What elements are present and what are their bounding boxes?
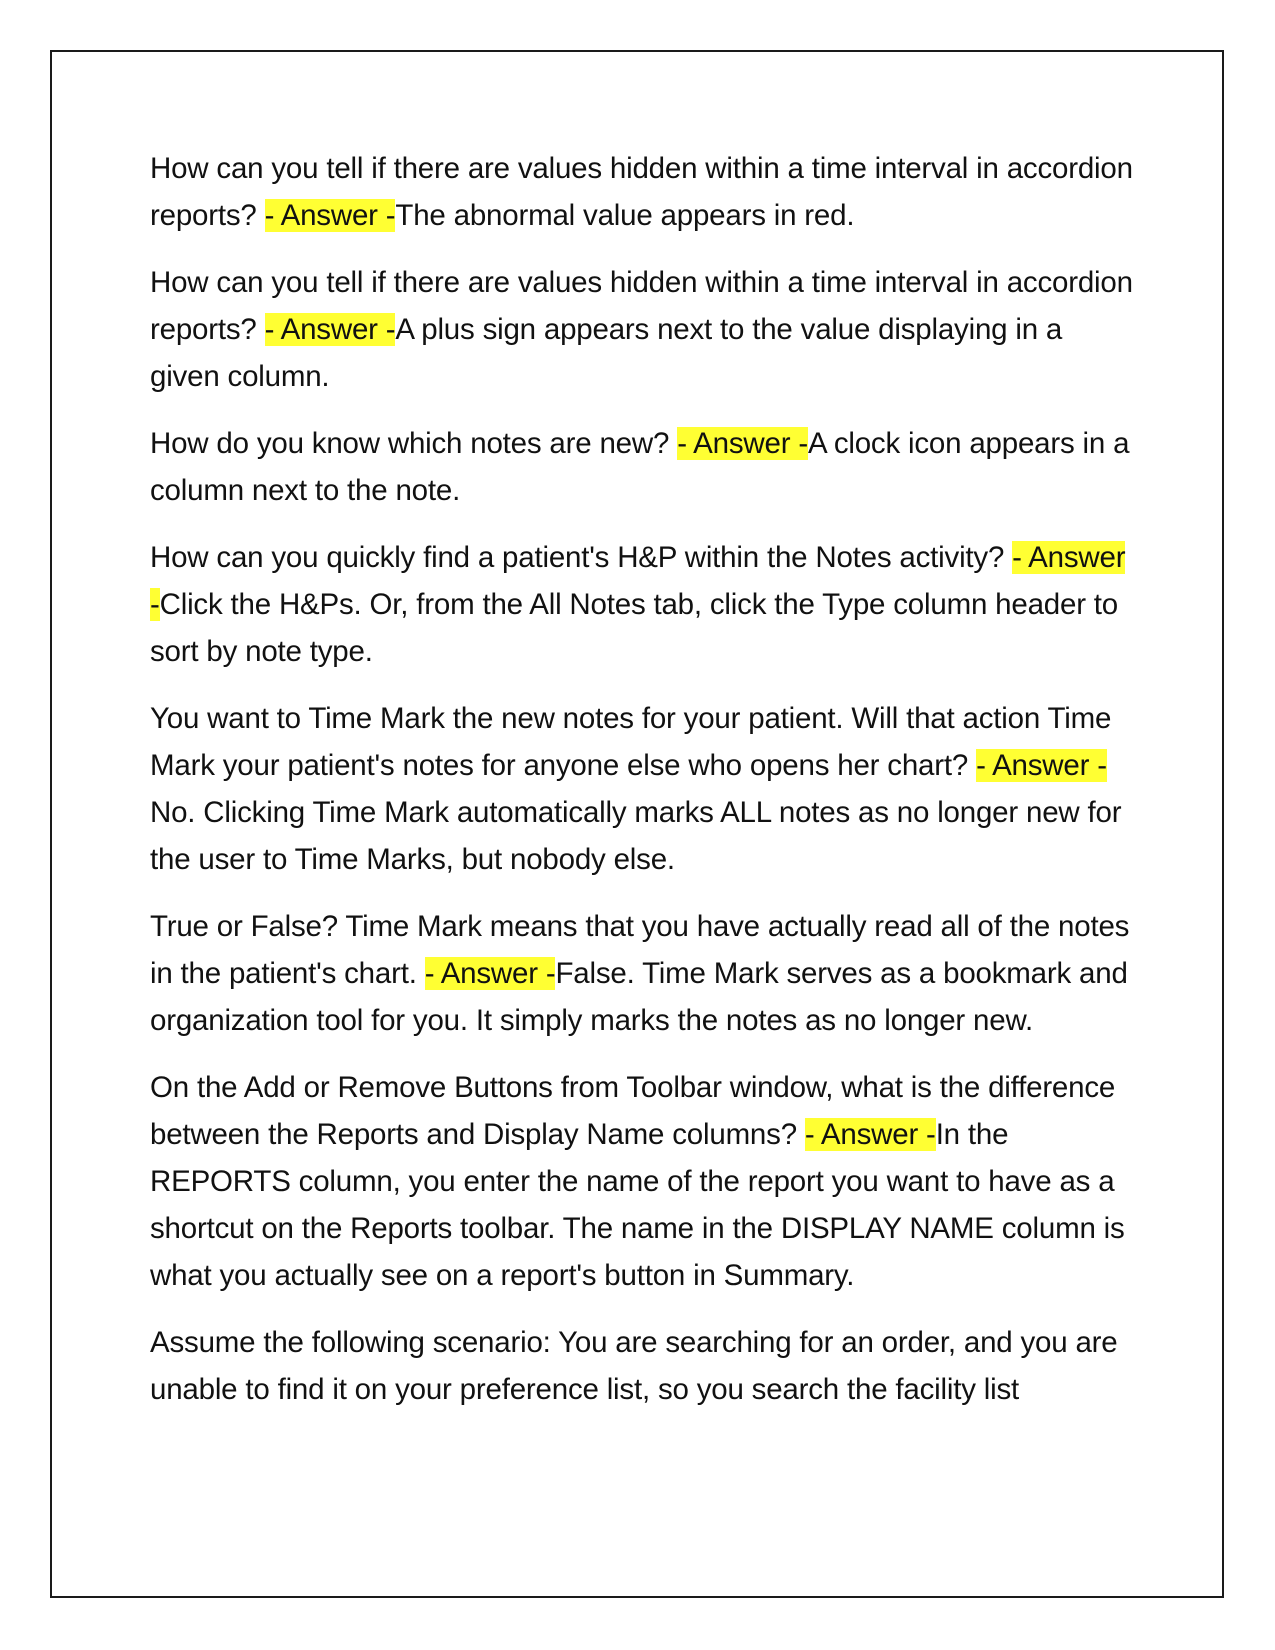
answer-text: Click the H&Ps. Or, from the All Notes tab, click the Type column header to sort by note type. <box>150 588 1119 668</box>
answer-marker: - Answer - <box>150 541 1126 621</box>
answer-text: A plus sign appears next to the value displaying in a given column. <box>150 313 1063 393</box>
question-text: You want to Time Mark the new notes for your patient. Will that action Time Mark your patient's notes for anyone else who opens her chart? <box>150 702 1112 782</box>
question-text: How can you tell if there are values hidden within a time interval in accordion reports? <box>150 266 1133 346</box>
qa-item-2 <box>150 259 1135 400</box>
answer-text: A clock icon appears in a column next to the note. <box>150 427 1130 507</box>
question-text: On the Add or Remove Buttons from Toolbar window, what is the difference between the Reports and Display Name columns? <box>150 1071 1116 1151</box>
qa-item-1 <box>150 145 1135 239</box>
document-body <box>150 145 1135 1433</box>
question-text: How do you know which notes are new? <box>150 427 670 460</box>
question-text: How can you quickly find a patient's H&P within the Notes activity? <box>150 541 1005 574</box>
answer-marker: - Answer - <box>424 957 556 990</box>
answer-marker: - Answer - <box>264 313 396 346</box>
qa-item-4 <box>150 534 1135 675</box>
qa-item-7 <box>150 1064 1135 1299</box>
question-text: How can you tell if there are values hidden within a time interval in accordion reports? <box>150 152 1133 232</box>
answer-text: In the REPORTS column, you enter the name of the report you want to have as a shortcut on the Reports toolbar. The name in the DISPLAY NAME column is what you actually see on a report's button in Summary. <box>150 1118 1125 1292</box>
answer-marker: - Answer - <box>804 1118 936 1151</box>
answer-marker: - Answer - <box>976 749 1107 782</box>
answer-text: False. Time Mark serves as a bookmark and organization tool for you. It simply marks the notes as no longer new. <box>150 957 1128 1037</box>
question-text: True or False? Time Mark means that you have actually read all of the notes in the patient's chart. <box>150 910 1130 990</box>
qa-item-5 <box>150 695 1135 883</box>
qa-item-8-partial <box>150 1319 1135 1413</box>
qa-item-6 <box>150 903 1135 1044</box>
qa-item-3 <box>150 420 1135 514</box>
answer-marker: - Answer - <box>677 427 808 460</box>
answer-text: No. Clicking Time Mark automatically marks ALL notes as no longer new for the user to Time Marks, but nobody else. <box>150 796 1122 876</box>
question-text: Assume the following scenario: You are searching for an order, and you are unable to find it on your preference list, so you search the facility list <box>150 1326 1118 1406</box>
answer-marker: - Answer - <box>264 199 396 232</box>
answer-text: The abnormal value appears in red. <box>395 199 855 232</box>
